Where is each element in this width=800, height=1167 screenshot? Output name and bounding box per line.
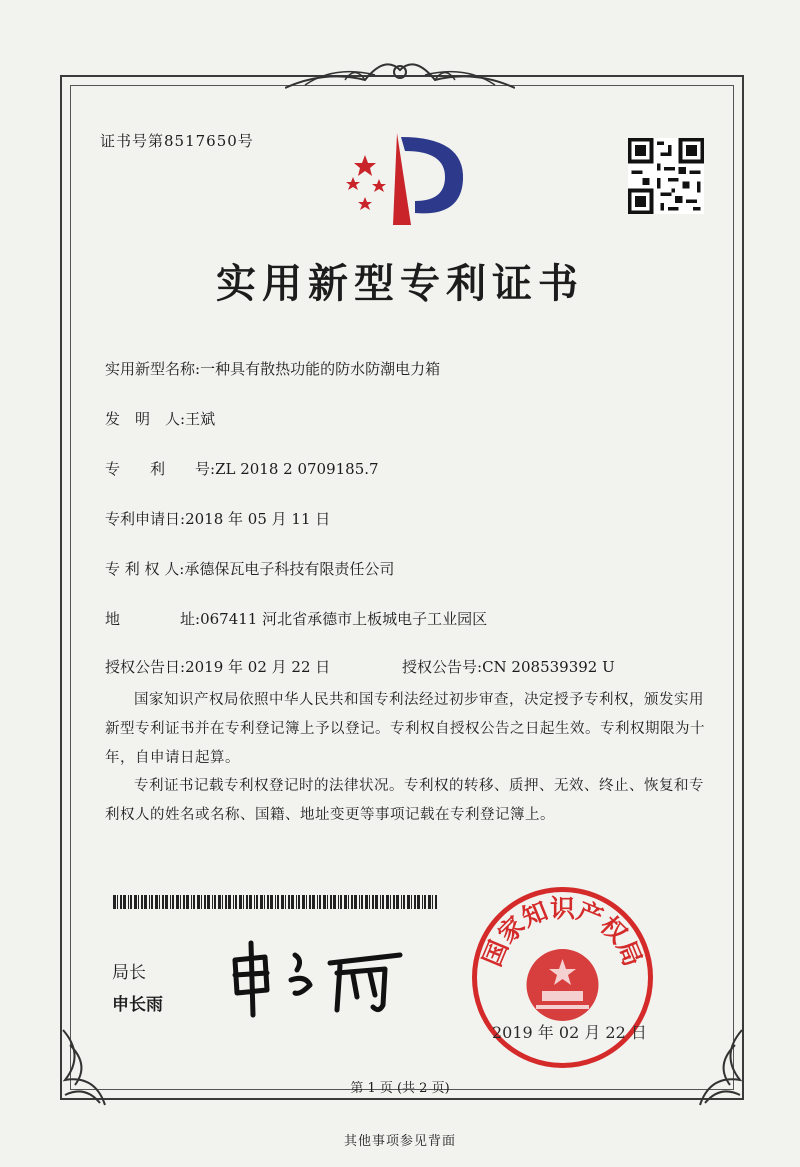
utility-model-name-row (105, 358, 440, 379)
inventor-value: 王斌 (185, 410, 216, 428)
grant-statement-paragraph: 国家知识产权局依照中华人民共和国专利法经过初步审查，决定授予专利权，颁发实用新型专利证书并在专利登记簿上予以登记。专利权自授权公告之日起生效。专利权期限为十年，自申请日起算。 (105, 692, 705, 766)
patent-number-label: 专 利 号: (105, 460, 216, 478)
address-value: 067411 河北省承德市上板城电子工业园区 (200, 610, 488, 628)
address-label: 地 址: (105, 610, 201, 628)
patentee-row (105, 558, 394, 579)
seal-date: 2019 年 02 月 22 日 (492, 1023, 647, 1042)
announce-number-value: CN 208539392 U (482, 658, 615, 676)
patentee-label: 专 利 权 人: (105, 560, 185, 578)
announce-number-row (402, 656, 615, 677)
legal-status-paragraph: 专利证书记载专利权登记时的法律状况。专利权的转移、质押、无效、终止、恢复和专利权人的姓名或名称、国籍、地址变更等事项记载在专利登记簿上。 (105, 778, 704, 823)
utility-model-name-label: 实用新型名称: (105, 360, 201, 378)
patentee-value: 承德保瓦电子科技有限责任公司 (184, 560, 395, 578)
cnipa-logo-icon (335, 125, 465, 235)
certificate-title: 实用新型专利证书 (216, 260, 584, 307)
certificate-number: 证书号第8517650号 (100, 132, 254, 150)
filing-date-value: 2018 年 05 月 11 日 (185, 510, 331, 528)
top-ornament-icon (285, 50, 515, 95)
barcode-icon (113, 895, 438, 909)
announce-date-value: 2019 年 02 月 22 日 (185, 658, 331, 676)
signature-icon (225, 935, 410, 1020)
director-name: 申长雨 (112, 995, 163, 1015)
svg-text:国家知识产权局: 国家知识产权局 (477, 894, 648, 971)
bottom-right-ornament-icon (680, 1025, 750, 1110)
page-number: 第 1 页 (共 2 页) (350, 1081, 450, 1096)
announce-date-row (105, 656, 330, 677)
address-row (105, 608, 487, 629)
director-title: 局长 (112, 963, 146, 983)
announce-date-label: 授权公告日: (105, 658, 186, 676)
utility-model-name-value: 一种具有散热功能的防水防潮电力箱 (200, 360, 441, 378)
inventor-row (105, 408, 215, 429)
footer-note: 其他事项参见背面 (343, 1134, 456, 1149)
qr-code-icon (628, 138, 704, 214)
patent-number-value: ZL 2018 2 0709185.7 (215, 460, 379, 478)
inventor-label: 发 明 人: (105, 410, 186, 428)
announce-number-label: 授权公告号: (402, 658, 483, 676)
filing-date-row (105, 508, 330, 529)
filing-date-label: 专利申请日: (105, 510, 186, 528)
bottom-left-ornament-icon (55, 1025, 125, 1110)
patent-number-row (105, 458, 379, 479)
